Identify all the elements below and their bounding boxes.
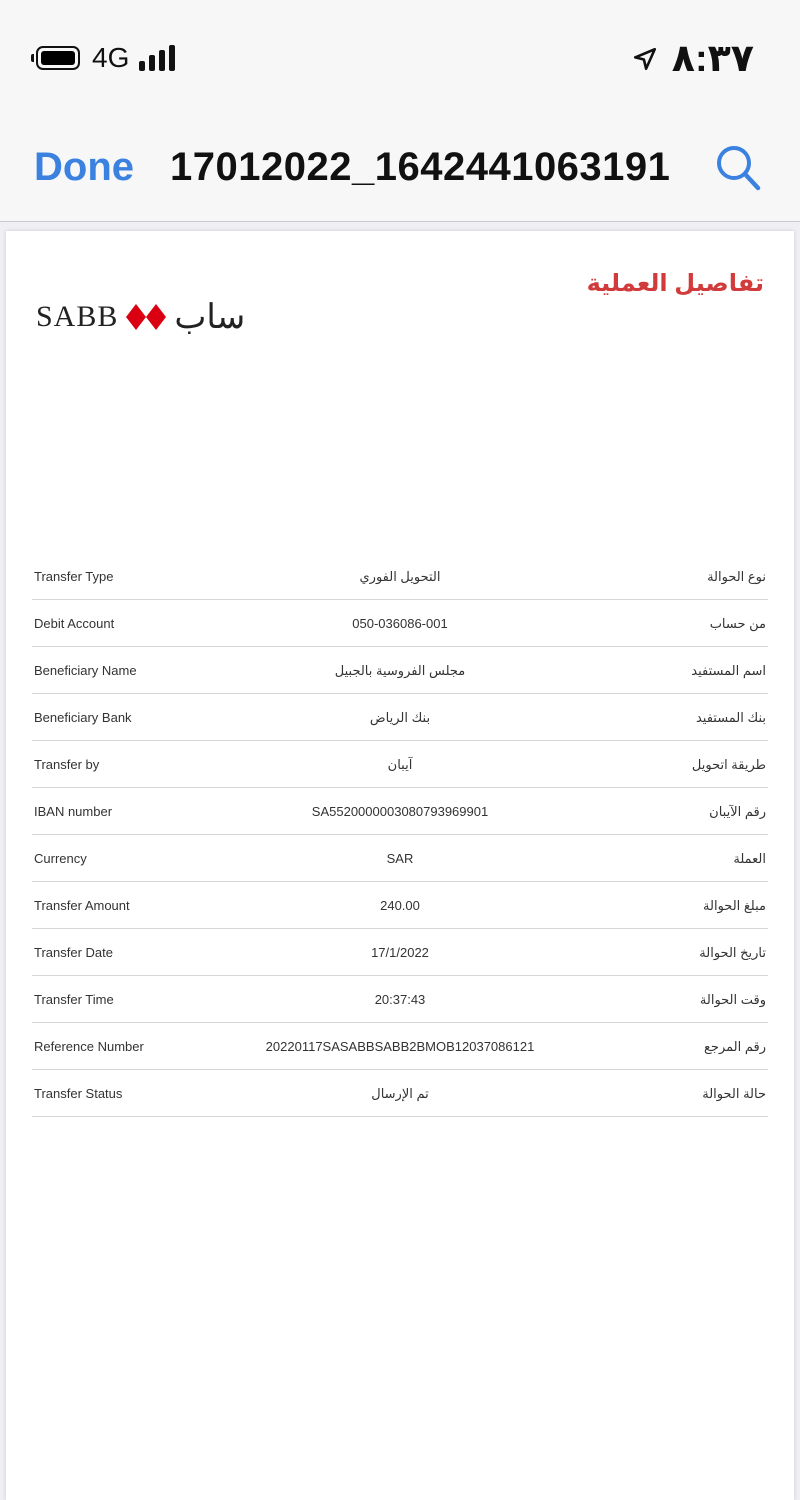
status-right: [632, 36, 754, 81]
row-value: 240.00: [380, 898, 420, 913]
row-label-en: Debit Account: [34, 616, 115, 631]
row-label-ar: نوع الحوالة: [707, 569, 766, 584]
row-label-ar: وقت الحوالة: [699, 992, 766, 1007]
table-row: [32, 882, 768, 929]
row-label-en: Beneficiary Bank: [34, 710, 132, 725]
row-label-en: Transfer Status: [34, 1086, 123, 1101]
row-value: 17/1/2022: [371, 945, 429, 960]
row-label-en: Reference Number: [34, 1039, 144, 1054]
transaction-details-title: تفاصيل العملية: [586, 270, 764, 297]
network-type: 4G: [92, 42, 130, 73]
table-row: [32, 929, 768, 976]
status-bar: [0, 0, 800, 115]
row-label-ar: مبلغ الحوالة: [703, 898, 766, 913]
row-value: مجلس الفروسية بالجبيل: [334, 663, 466, 678]
table-row: [32, 553, 768, 600]
row-label-ar: بنك المستفيد: [695, 710, 766, 725]
row-label-ar: طريقة اتحويل: [691, 757, 766, 772]
row-label-ar: حالة الحوالة: [702, 1086, 766, 1101]
status-left: [30, 42, 179, 74]
row-label-en: Transfer Type: [34, 569, 114, 584]
row-value: 20:37:43: [374, 992, 426, 1007]
row-value: 050-036086-001: [352, 616, 448, 631]
table-row: [32, 835, 768, 882]
table-row: [32, 1070, 768, 1117]
row-label-ar: رقم الآيبان: [709, 804, 766, 819]
row-value: آيبان: [387, 757, 413, 772]
row-label-en: Transfer by: [34, 757, 100, 772]
table-row: [32, 647, 768, 694]
row-label-en: Transfer Time: [34, 992, 114, 1007]
logo-text-en: SABB: [36, 300, 119, 333]
row-label-ar: اسم المستفيد: [691, 663, 766, 678]
table-row: [32, 1023, 768, 1070]
row-value: SAR: [386, 851, 414, 866]
signal-icon: [139, 45, 179, 71]
pdf-page[interactable]: [6, 231, 794, 1500]
row-label-en: Transfer Amount: [34, 898, 130, 913]
row-label-en: Transfer Date: [34, 945, 113, 960]
row-label-en: Currency: [34, 851, 87, 866]
row-label-ar: تاريخ الحوالة: [699, 945, 766, 960]
table-row: [32, 741, 768, 788]
row-label-ar: رقم المرجع: [704, 1039, 766, 1054]
nav-bar: [0, 115, 800, 222]
battery-icon: [36, 46, 80, 70]
logo-text-ar: ساب: [174, 297, 246, 337]
row-label-en: IBAN number: [34, 804, 113, 819]
clock: ٨:٣٧: [671, 38, 754, 80]
row-value: بنك الرياض: [369, 710, 431, 725]
row-value: التحويل الفوري: [359, 569, 441, 584]
row-label-ar: العملة: [733, 851, 766, 866]
row-label-ar: من حساب: [709, 616, 766, 631]
row-value: تم الإرسال: [371, 1086, 429, 1101]
search-icon[interactable]: [714, 143, 762, 193]
row-label-en: Beneficiary Name: [34, 663, 137, 678]
sabb-logo: [36, 297, 245, 337]
done-button[interactable]: Done: [34, 145, 134, 189]
transaction-table: [32, 553, 768, 1117]
table-row: [32, 694, 768, 741]
row-value: 20220117SASABBSABB2BMOB12037086121: [265, 1039, 535, 1054]
table-row: [32, 600, 768, 647]
row-value: SA5520000003080793969901: [311, 804, 489, 819]
location-arrow-icon: [632, 46, 658, 72]
table-row: [32, 788, 768, 835]
table-row: [32, 976, 768, 1023]
document-title: 17012022_1642441063191: [170, 145, 671, 189]
sabb-hexagon-icon: [126, 304, 166, 330]
